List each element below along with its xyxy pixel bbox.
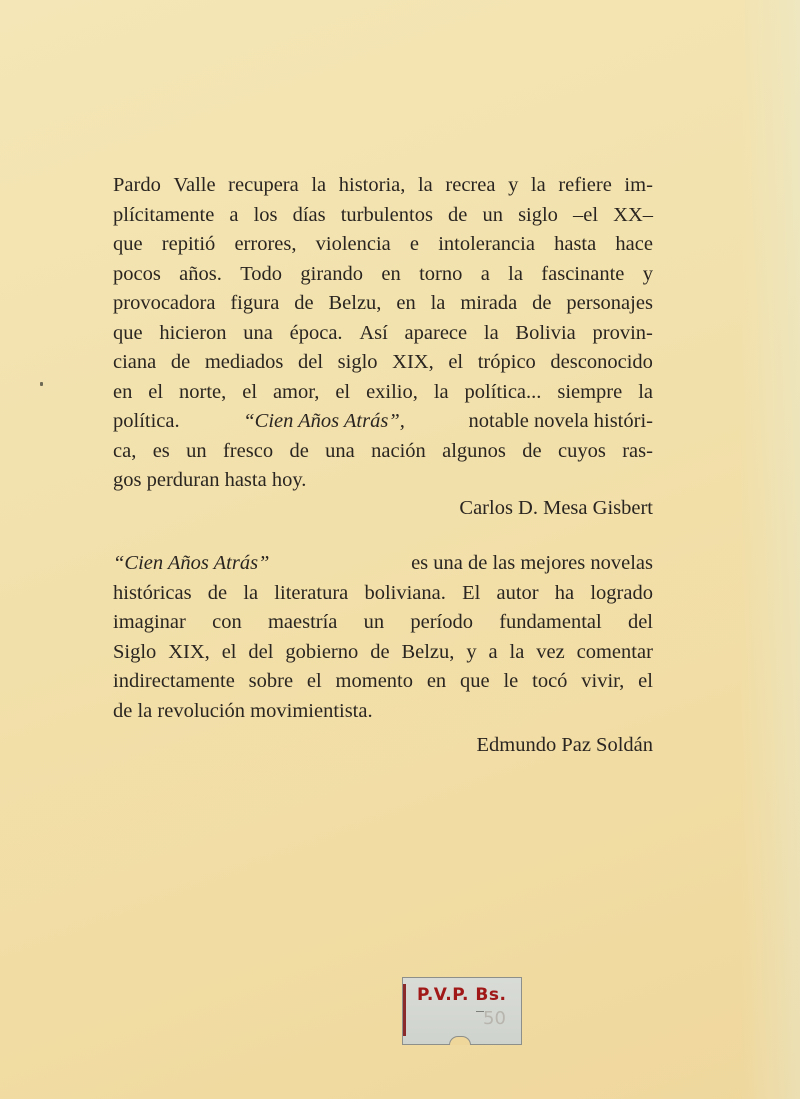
word: años. [179,262,222,285]
word: algunos [442,439,506,462]
word: indirectamente [113,670,235,692]
review-quote-mesa [113,171,653,496]
word: mediados [204,351,284,373]
word: comentar [576,640,653,663]
word: le [503,670,519,692]
word: el [306,670,322,692]
word: y [508,174,519,196]
word: exilio, [366,380,418,403]
word: de [294,292,314,314]
word: a [229,203,239,226]
word: época. [289,321,343,344]
word: de [522,439,542,462]
word: amor, [272,380,320,403]
word: la [508,262,523,285]
word: de [532,292,552,314]
word: El [462,581,481,604]
word: Belzu, [401,640,455,663]
quote-text: política. [113,410,180,432]
word: Valle [173,174,216,196]
word: gobierno [285,640,359,663]
quote-text: gos perduran hasta hoy. [113,469,307,491]
word: siempre [557,380,623,403]
word: una [325,439,355,462]
word: ciana [113,351,157,373]
word: un [363,611,385,633]
word: ha [554,581,575,604]
word: el [221,640,237,663]
word: boliviana. [364,581,446,604]
word: el [148,380,164,403]
word: la [638,380,653,403]
quote-line-with-title [113,549,653,579]
word: hicieron [159,321,227,344]
sticker-edge-mark [403,984,406,1036]
word: momento [335,670,413,692]
word: literatura [274,581,349,604]
quote-line [113,348,653,378]
word: en [113,380,133,403]
word: hace [615,233,653,255]
word: logrado [590,581,653,604]
quote-line [113,608,653,638]
quote-line [113,319,653,349]
word: la [509,640,525,663]
word: Bolivia [515,321,576,344]
word: autor [496,581,539,604]
quote-line [113,638,653,668]
quote-line [113,697,653,727]
word: imaginar [113,611,186,633]
word: en [396,292,416,314]
page-edge-shading [740,0,800,1099]
word: del [627,611,653,633]
review-author-mesa: Carlos D. Mesa Gisbert [459,497,653,519]
word: es [152,439,170,462]
review-author-paz-soldan: Edmundo Paz Soldán [476,734,653,756]
word: Belzu, [328,292,382,314]
word: Todo [240,262,283,285]
word: vez [536,640,565,663]
word: personajes [566,292,653,314]
quote-text: es una de las mejores novelas [411,552,653,574]
word: fresco [222,439,274,462]
word: trópico [477,351,536,373]
word: –el [573,203,599,226]
word: ras- [622,439,653,462]
word: un [186,439,207,462]
word: cuyos [558,439,606,462]
word: los [253,203,278,226]
quote-line [113,667,653,697]
word: plícitamente [113,203,215,226]
word: en [426,670,447,692]
word: la [530,174,546,196]
word: errores, [234,233,297,255]
word: y [466,640,477,663]
word: de [370,640,390,663]
word: que [113,233,143,255]
word: hasta [554,233,597,255]
word: fascinante [541,262,625,285]
review-quote-paz-soldan [113,549,653,726]
word: política... [464,380,542,403]
word: XIX, [392,351,434,373]
word: XIX, [168,640,210,663]
word: figura [230,292,280,314]
word: históricas [113,581,192,604]
quote-line [113,289,653,319]
word: a [488,640,498,663]
word: torno [419,262,463,285]
quote-line [113,579,653,609]
word: el [638,670,653,692]
word: provocadora [113,292,216,314]
word: el [448,351,464,373]
word: repitió [161,233,216,255]
word: la [243,581,259,604]
word: provin- [592,321,653,344]
word: e [409,233,420,255]
word: pocos [113,262,161,285]
word: mirada [460,292,518,314]
sticker-notch [449,1036,471,1045]
quote-line [113,437,653,467]
word: Pardo [113,174,161,196]
quote-line [113,378,653,408]
word: el [335,380,351,403]
book-title: “Cien Años Atrás” [113,552,270,574]
quote-line [113,201,653,231]
word: la [311,174,327,196]
word: la [430,292,446,314]
word: y [642,262,653,285]
word: con [212,611,242,633]
word: refiere [558,174,612,196]
word: del [248,640,274,663]
word: desconocido [550,351,653,373]
word: de [448,203,468,226]
word: que [113,321,143,344]
book-title: “Cien Años Atrás”, [243,410,405,432]
price-sticker [402,977,522,1045]
paper-speck [40,382,43,386]
word: la [483,321,499,344]
word: ca, [113,439,137,462]
word: de [289,439,309,462]
word: maestría [267,611,338,633]
word: siglo [518,203,558,226]
word: vivir, [581,670,625,692]
price-value: 50 [483,1008,506,1029]
word: nación [371,439,426,462]
word: violencia [315,233,391,255]
quote-line [113,230,653,260]
word: en [381,262,401,285]
word: sobre [248,670,294,692]
word: Siglo [113,640,157,663]
word: la [417,174,433,196]
word: recupera [228,174,299,196]
word: girando [300,262,364,285]
word: turbulentos [340,203,433,226]
quote-line [113,260,653,290]
quote-text: de la revolución movimientista. [113,699,373,722]
word: a [480,262,490,285]
quote-text: notable novela históri- [468,410,653,432]
word: siglo [337,351,378,373]
word: tocó [532,670,568,692]
word: fundamental [499,611,602,633]
word: período [410,611,473,633]
word: de [170,351,191,373]
word: im- [624,174,653,196]
word: aparece [404,321,468,344]
word: Así [359,321,388,344]
word: días [292,203,326,226]
word: del [298,351,324,373]
word: una [243,321,273,344]
word: historia, [338,174,406,196]
quote-line-with-title [113,407,653,437]
word: recrea [445,174,496,196]
word: el [242,380,258,403]
word: XX– [613,203,653,226]
quote-line [113,171,653,201]
word: de [207,581,228,604]
word: un [482,203,503,226]
word: intolerancia [438,233,535,255]
word: norte, [179,380,227,403]
quote-line [113,466,653,496]
price-label: P.V.P. Bs. [417,985,507,1005]
word: la [433,380,449,403]
word: que [460,670,490,692]
